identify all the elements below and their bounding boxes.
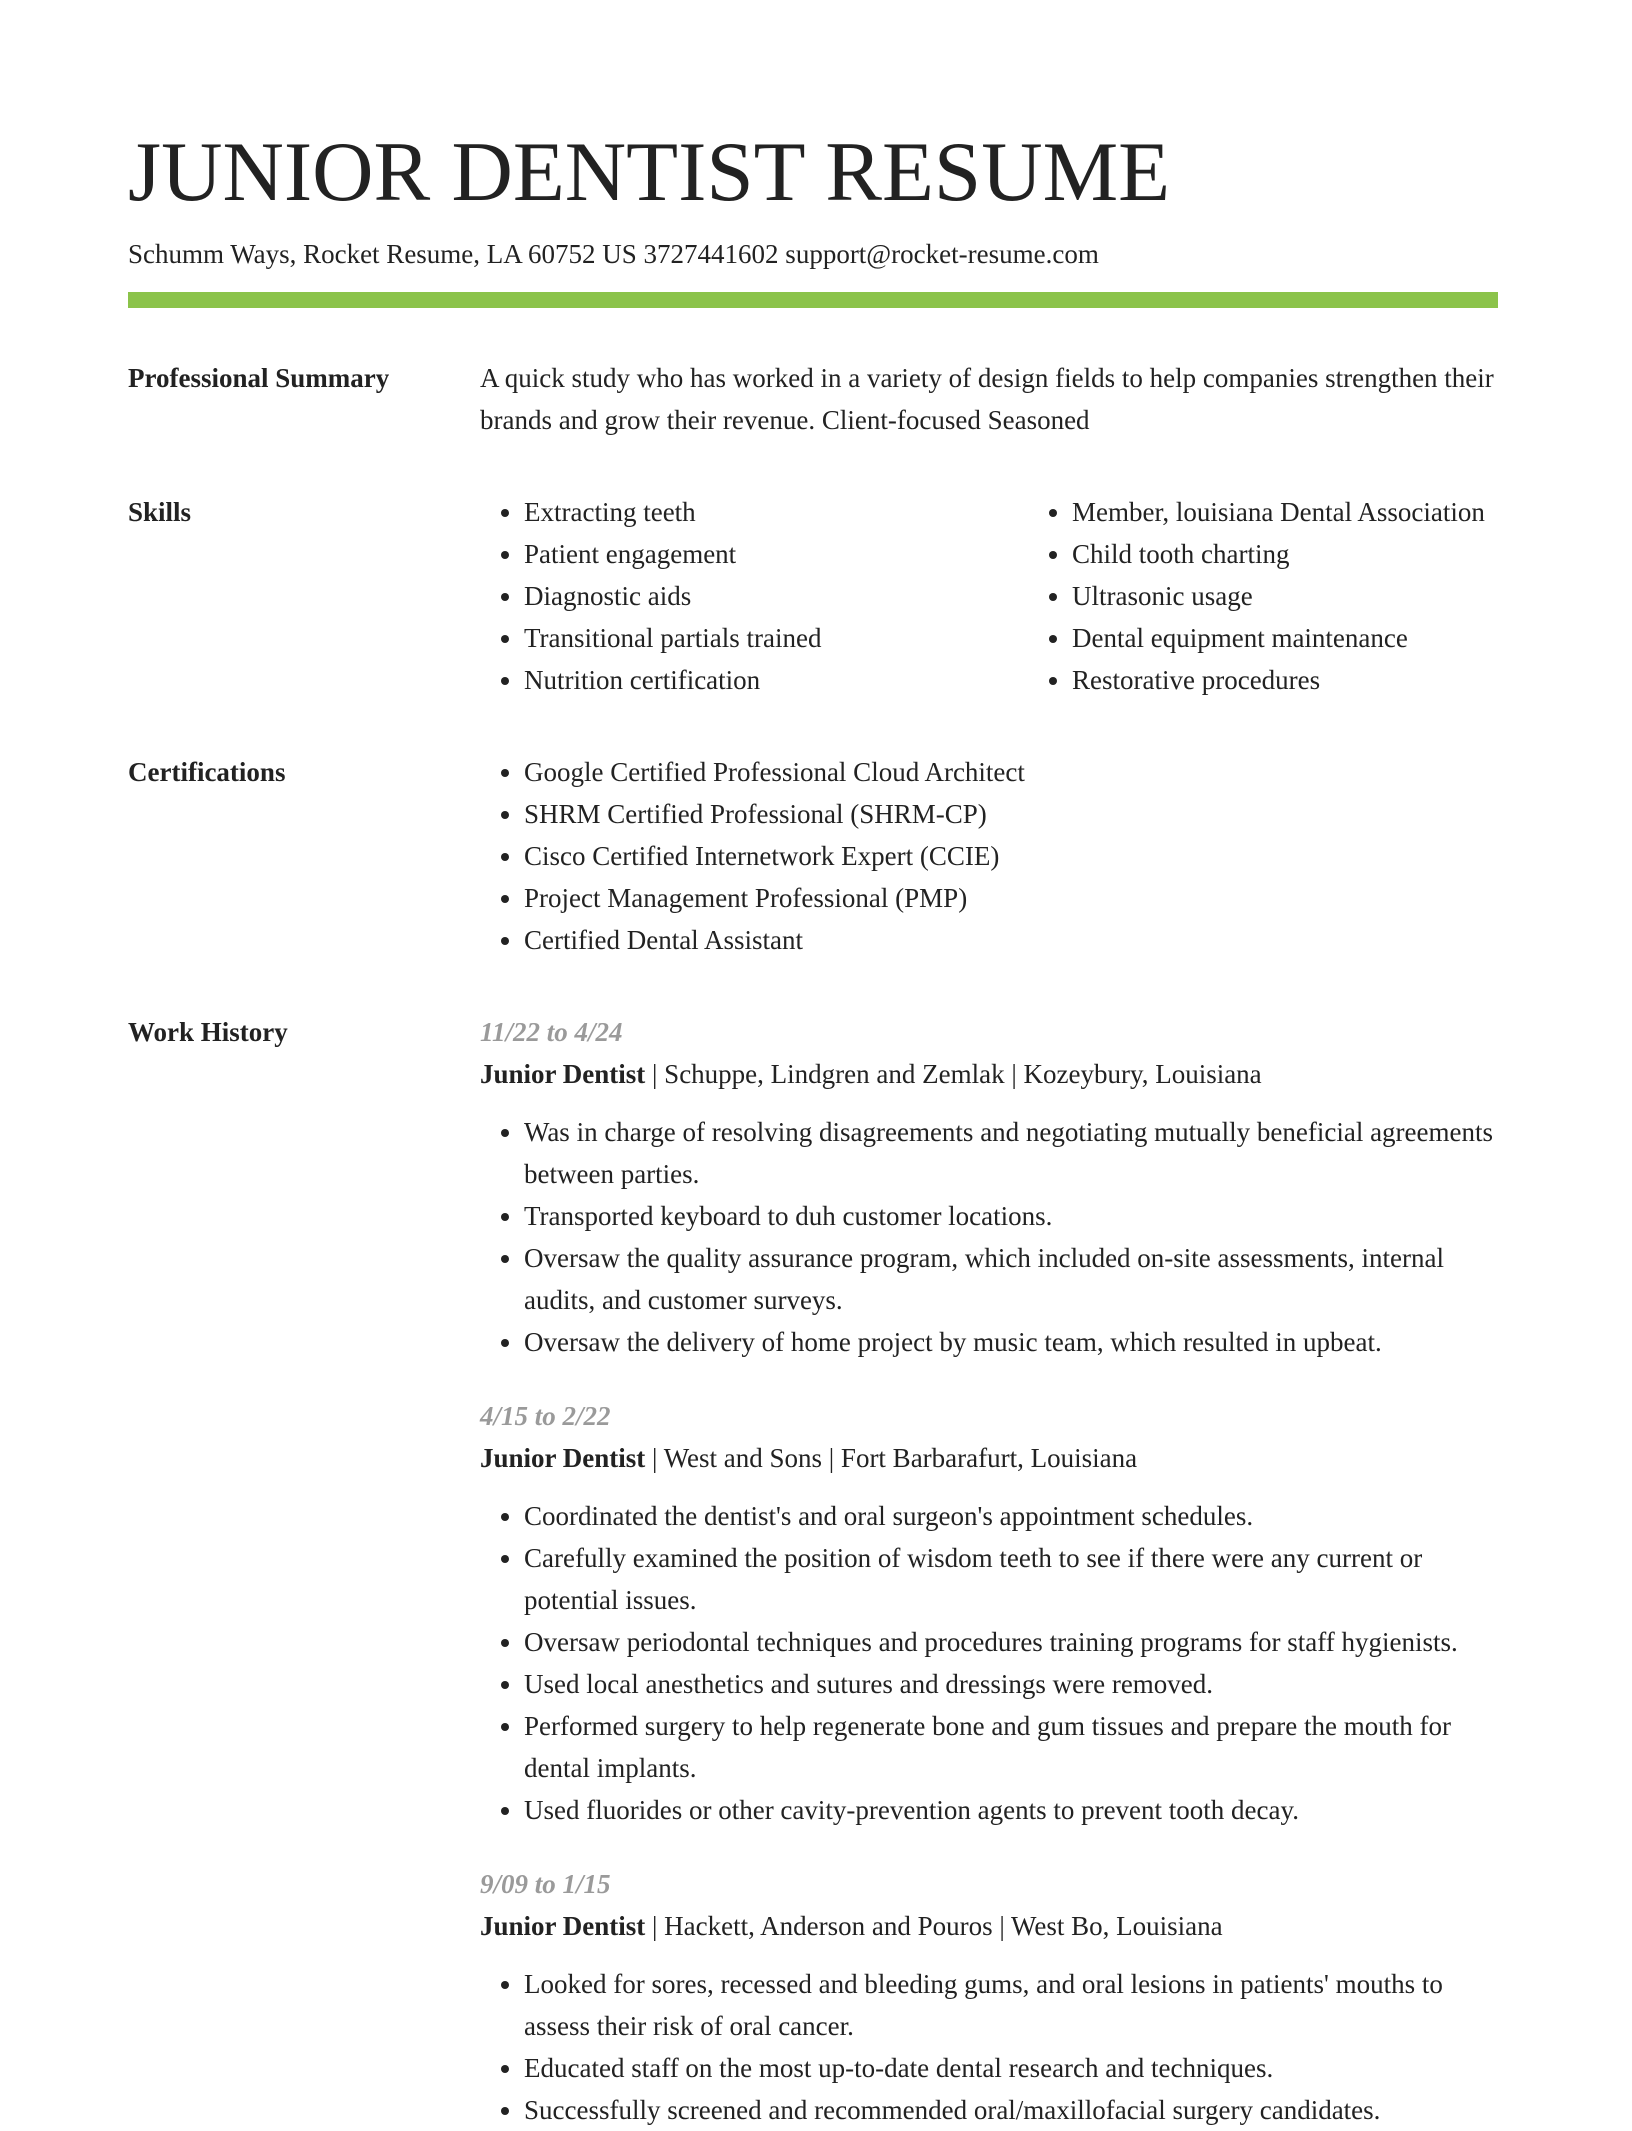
certification-item: • SHRM Certified Professional (SHRM-CP) bbox=[524, 793, 1498, 835]
work-history-section bbox=[128, 1011, 1498, 2131]
job-entry bbox=[480, 1395, 1498, 1831]
job-duty: • Oversaw periodontal techniques and procedures training programs for staff hygienists. bbox=[524, 1621, 1498, 1663]
summary-text: A quick study who has worked in a variety of design fields to help companies strengthen their brands and grow their revenue. Client-focused Seasoned bbox=[480, 363, 1494, 435]
job-title: Junior Dentist bbox=[480, 1059, 646, 1089]
job-duty: • Educated staff on the most up-to-date dental research and techniques. bbox=[524, 2047, 1498, 2089]
job-duty: • Used fluorides or other cavity-prevention agents to prevent tooth decay. bbox=[524, 1789, 1498, 1831]
section-label-certifications: Certifications bbox=[128, 757, 286, 787]
certification-item: • Certified Dental Assistant bbox=[524, 919, 1498, 961]
accent-divider bbox=[128, 292, 1498, 308]
job-employer-location: | Hackett, Anderson and Pouros | West Bo, Louisiana bbox=[645, 1911, 1223, 1941]
section-label-work-history: Work History bbox=[128, 1017, 288, 1047]
job-duty: • Transported keyboard to duh customer locations. bbox=[524, 1195, 1498, 1237]
skill-item: • Transitional partials trained bbox=[524, 617, 1028, 659]
job-dates: 4/15 to 2/22 bbox=[480, 1401, 611, 1431]
skill-item: • Member, louisiana Dental Association bbox=[1072, 491, 1498, 533]
job-duty: • Carefully examined the position of wisdom teeth to see if there were any current or potential issues. bbox=[524, 1537, 1498, 1621]
certifications-section bbox=[128, 751, 1498, 961]
section-label-summary: Professional Summary bbox=[128, 363, 390, 393]
job-employer-location: | Schuppe, Lindgren and Zemlak | Kozeybury, Louisiana bbox=[645, 1059, 1262, 1089]
job-duty: • Was in charge of resolving disagreements and negotiating mutually beneficial agreements between parties. bbox=[524, 1111, 1498, 1195]
skill-item: • Patient engagement bbox=[524, 533, 1028, 575]
contact-line: Schumm Ways, Rocket Resume, LA 60752 US 3727441602 support@rocket-resume.com bbox=[128, 239, 1099, 269]
skills-list-right bbox=[1028, 491, 1498, 701]
job-title: Junior Dentist bbox=[480, 1443, 646, 1473]
resume-title: JUNIOR DENTIST RESUME bbox=[128, 125, 1171, 219]
certifications-list bbox=[480, 751, 1498, 961]
job-duty: • Successfully screened and recommended oral/maxillofacial surgery candidates. bbox=[524, 2089, 1498, 2131]
skill-item: • Restorative procedures bbox=[1072, 659, 1498, 701]
job-entry bbox=[480, 1863, 1498, 2131]
job-heading bbox=[480, 1053, 1498, 1095]
job-duty: • Coordinated the dentist's and oral surgeon's appointment schedules. bbox=[524, 1495, 1498, 1537]
job-dates: 9/09 to 1/15 bbox=[480, 1869, 611, 1899]
job-employer-location: | West and Sons | Fort Barbarafurt, Louisiana bbox=[645, 1443, 1138, 1473]
job-duty: • Looked for sores, recessed and bleeding gums, and oral lesions in patients' mouths to assess their risk of oral cancer. bbox=[524, 1963, 1498, 2047]
job-heading bbox=[480, 1905, 1498, 1947]
skill-item: • Nutrition certification bbox=[524, 659, 1028, 701]
skill-item: • Ultrasonic usage bbox=[1072, 575, 1498, 617]
section-label-skills: Skills bbox=[128, 497, 192, 527]
certification-item: • Project Management Professional (PMP) bbox=[524, 877, 1498, 919]
job-duty: • Oversaw the quality assurance program, which included on-site assessments, internal audits, and customer surveys. bbox=[524, 1237, 1498, 1321]
job-duty: • Performed surgery to help regenerate bone and gum tissues and prepare the mouth for dental implants. bbox=[524, 1705, 1498, 1789]
skill-item: • Dental equipment maintenance bbox=[1072, 617, 1498, 659]
certification-item: • Google Certified Professional Cloud Architect bbox=[524, 751, 1498, 793]
skills-list-left bbox=[480, 491, 1028, 701]
job-duty: • Used local anesthetics and sutures and dressings were removed. bbox=[524, 1663, 1498, 1705]
job-duties-list bbox=[480, 1111, 1498, 1363]
job-heading bbox=[480, 1437, 1498, 1479]
job-entry bbox=[480, 1011, 1498, 1363]
job-title: Junior Dentist bbox=[480, 1911, 646, 1941]
skill-item: • Extracting teeth bbox=[524, 491, 1028, 533]
job-duties-list bbox=[480, 1963, 1498, 2131]
skill-item: • Child tooth charting bbox=[1072, 533, 1498, 575]
job-duty: • Oversaw the delivery of home project by music team, which resulted in upbeat. bbox=[524, 1321, 1498, 1363]
summary-section bbox=[128, 357, 1498, 441]
skills-grid bbox=[480, 491, 1498, 701]
skills-section bbox=[128, 491, 1498, 701]
certification-item: • Cisco Certified Internetwork Expert (CCIE) bbox=[524, 835, 1498, 877]
job-duties-list bbox=[480, 1495, 1498, 1831]
job-dates: 11/22 to 4/24 bbox=[480, 1017, 623, 1047]
skill-item: • Diagnostic aids bbox=[524, 575, 1028, 617]
